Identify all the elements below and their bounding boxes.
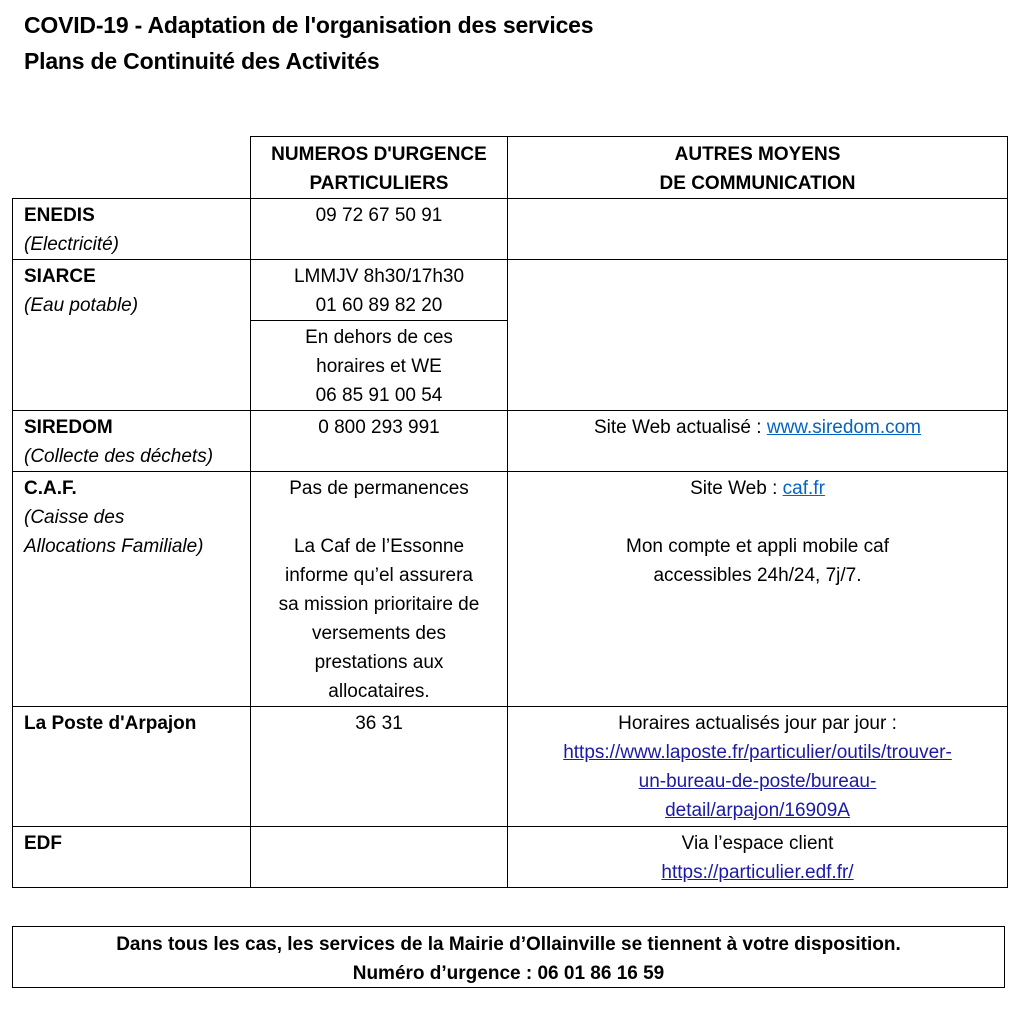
urgence-laposte: 36 31 bbox=[251, 707, 508, 827]
laposte-link[interactable]: un-bureau-de-poste/bureau- bbox=[638, 771, 877, 792]
autres-enedis bbox=[508, 199, 1008, 260]
org-cell-edf bbox=[13, 827, 251, 888]
org-name: EDF bbox=[24, 833, 62, 854]
autres-siarce bbox=[508, 260, 1008, 411]
org-name: La Poste d'Arpajon bbox=[24, 713, 197, 734]
siredom-website-link[interactable]: www.siredom.com bbox=[766, 417, 921, 438]
header-autres-moyens: AUTRES MOYENS DE COMMUNICATION bbox=[508, 137, 1008, 199]
autres-laposte: Horaires actualisés jour par jour : https://www.laposte.fr/particulier/outils/trouver- un-bureau-de-poste/bureau- detail/arpajon/16909A bbox=[508, 707, 1008, 827]
page-subtitle: Plans de Continuité des Activités bbox=[24, 48, 380, 74]
page-title: COVID-19 - Adaptation de l'organisation des services bbox=[24, 12, 594, 38]
org-name: SIREDOM bbox=[24, 417, 113, 438]
org-desc: (Caisse des bbox=[24, 507, 125, 528]
laposte-link[interactable]: detail/arpajon/16909A bbox=[665, 800, 850, 821]
org-cell-laposte bbox=[13, 707, 251, 827]
caf-website-link[interactable]: caf.fr bbox=[782, 478, 825, 499]
footer-notice-box bbox=[12, 926, 1005, 988]
org-cell-siredom bbox=[13, 411, 251, 472]
org-cell-enedis bbox=[13, 199, 251, 260]
table-row-siredom bbox=[13, 411, 1008, 472]
table-row-caf bbox=[13, 472, 1008, 707]
services-table bbox=[12, 136, 1008, 888]
org-name: ENEDIS bbox=[24, 205, 95, 226]
org-desc: (Eau potable) bbox=[24, 295, 139, 316]
header-urgence: NUMEROS D'URGENCE PARTICULIERS bbox=[251, 137, 508, 199]
org-desc: Allocations Familiale) bbox=[24, 536, 204, 557]
table-header-row bbox=[13, 137, 1008, 199]
table-row-siarce bbox=[13, 260, 1008, 321]
org-name: C.A.F. bbox=[24, 478, 77, 499]
org-name: SIARCE bbox=[24, 266, 96, 287]
org-cell-siarce bbox=[13, 260, 251, 411]
urgence-siarce-horaires: LMMJV 8h30/17h30 01 60 89 82 20 bbox=[251, 260, 508, 321]
footer-line-1: Dans tous les cas, les services de la Mairie d’Ollainville se tiennent à votre disposition. bbox=[116, 934, 901, 955]
edf-client-link[interactable]: https://particulier.edf.fr/ bbox=[661, 862, 854, 883]
autres-edf: Via l’espace client https://particulier.edf.fr/ bbox=[508, 827, 1008, 888]
urgence-siarce-hors-horaires: En dehors de ces horaires et WE 06 85 91 00 54 bbox=[251, 321, 508, 411]
table-row-edf bbox=[13, 827, 1008, 888]
autres-caf: Site Web : caf.fr Mon compte et appli mobile caf accessibles 24h/24, 7j/7. bbox=[508, 472, 1008, 707]
org-desc: (Collecte des déchets) bbox=[24, 446, 214, 467]
urgence-edf bbox=[251, 827, 508, 888]
autres-siredom: Site Web actualisé : www.siredom.com bbox=[508, 411, 1008, 472]
laposte-link[interactable]: https://www.laposte.fr/particulier/outils/trouver- bbox=[563, 742, 952, 763]
urgence-siredom: 0 800 293 991 bbox=[251, 411, 508, 472]
org-cell-caf bbox=[13, 472, 251, 707]
urgence-enedis: 09 72 67 50 91 bbox=[251, 199, 508, 260]
org-desc: (Electricité) bbox=[24, 234, 120, 255]
urgence-caf: Pas de permanences La Caf de l’Essonne informe qu’el assurera sa mission prioritaire de versements des prestations aux allocataires. bbox=[251, 472, 508, 707]
table-row-laposte bbox=[13, 707, 1008, 827]
table-row-enedis bbox=[13, 199, 1008, 260]
footer-emergency-number: Numéro d’urgence : 06 01 86 16 59 bbox=[352, 963, 665, 984]
empty-header-cell bbox=[13, 137, 251, 199]
